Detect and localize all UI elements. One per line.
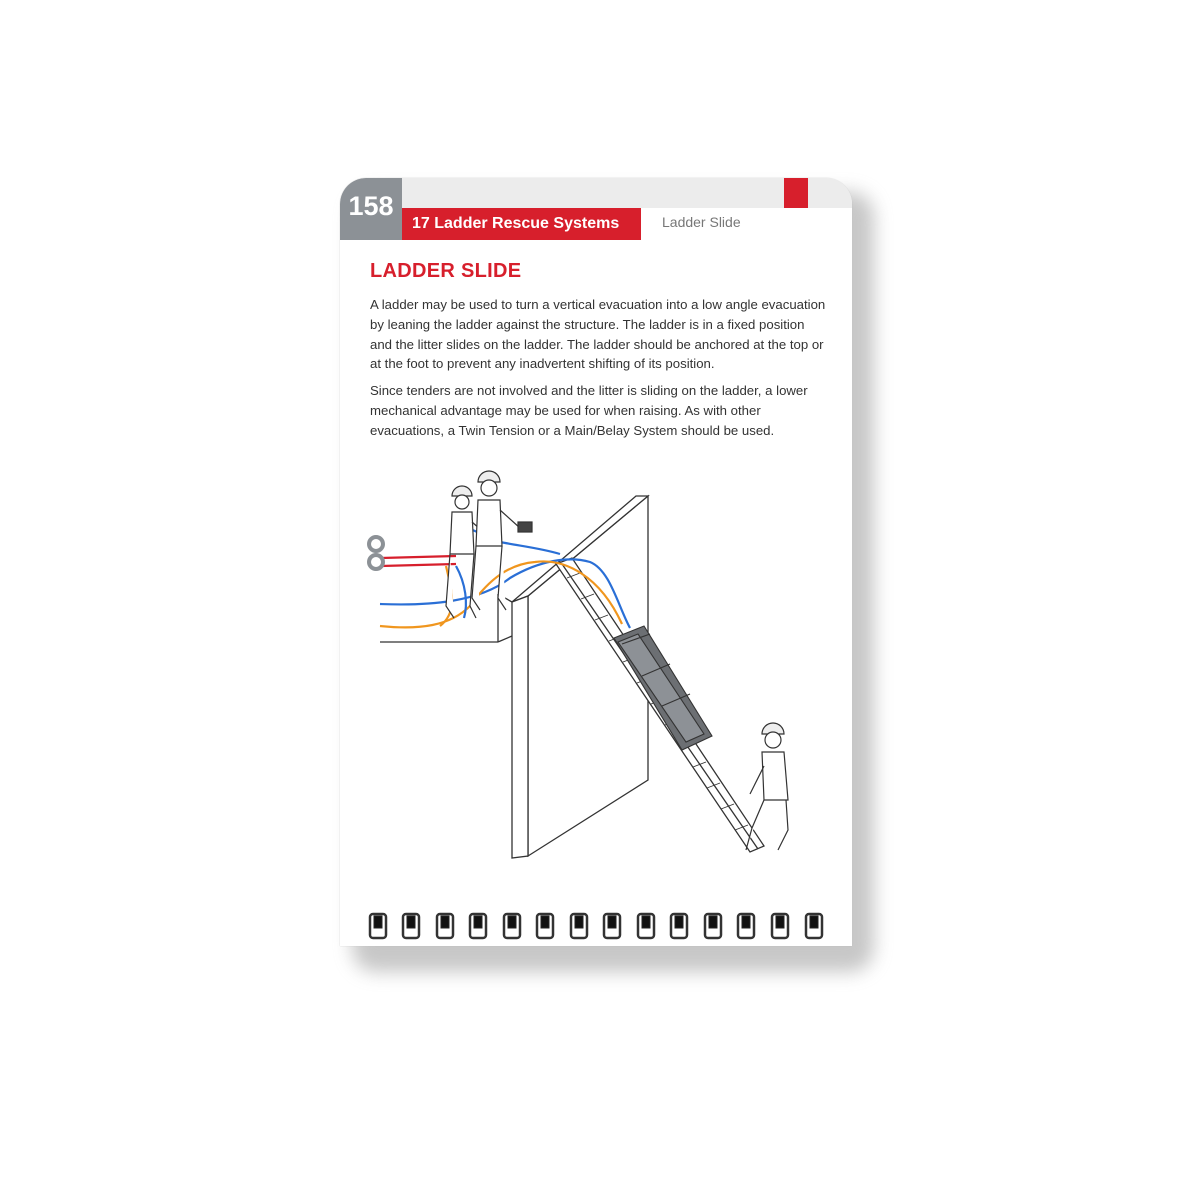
header-tab-bar — [340, 178, 852, 240]
binding-ring — [571, 914, 587, 938]
binding-ring — [537, 914, 553, 938]
chapter-tab[interactable]: 17 Ladder Rescue Systems — [402, 208, 641, 240]
binding-ring — [638, 914, 654, 938]
binding-ring — [806, 914, 822, 938]
header-red-marker — [784, 178, 808, 208]
binding-ring — [705, 914, 721, 938]
binding-ring — [437, 914, 453, 938]
ladder-slide-illustration — [360, 466, 832, 862]
binding-ring — [671, 914, 687, 938]
page-heading: LADDER SLIDE — [370, 260, 522, 282]
body-paragraph-1: A ladder may be used to turn a vertical evacuation into a low angle evacuation by leaning the ladder against the structure. The ladder is in a fixed position and the litter slides on the ladder. The ladder should be anchored at the top or at the foot to prevent any inadvertent shifting of its position. — [370, 297, 826, 372]
booklet-page — [340, 178, 852, 946]
structure-wall — [380, 496, 648, 858]
section-label: Ladder Slide — [662, 214, 741, 230]
binding-ring — [504, 914, 520, 938]
binding-ring — [772, 914, 788, 938]
page-number: 158 — [340, 178, 402, 240]
binding-ring — [738, 914, 754, 938]
anchor-rings — [369, 537, 383, 569]
rescuer-at-top-2 — [472, 471, 532, 610]
binding-ring — [604, 914, 620, 938]
body-paragraph-2: Since tenders are not involved and the litter is sliding on the ladder, a lower mechanical advantage may be used for when raising. As with other evacuations, a Twin Tension or a Main/Belay System should be used. — [370, 383, 808, 438]
binding-ring — [370, 914, 386, 938]
rescuer-at-foot — [746, 723, 788, 850]
binding-ring — [403, 914, 419, 938]
binding-ring — [470, 914, 486, 938]
